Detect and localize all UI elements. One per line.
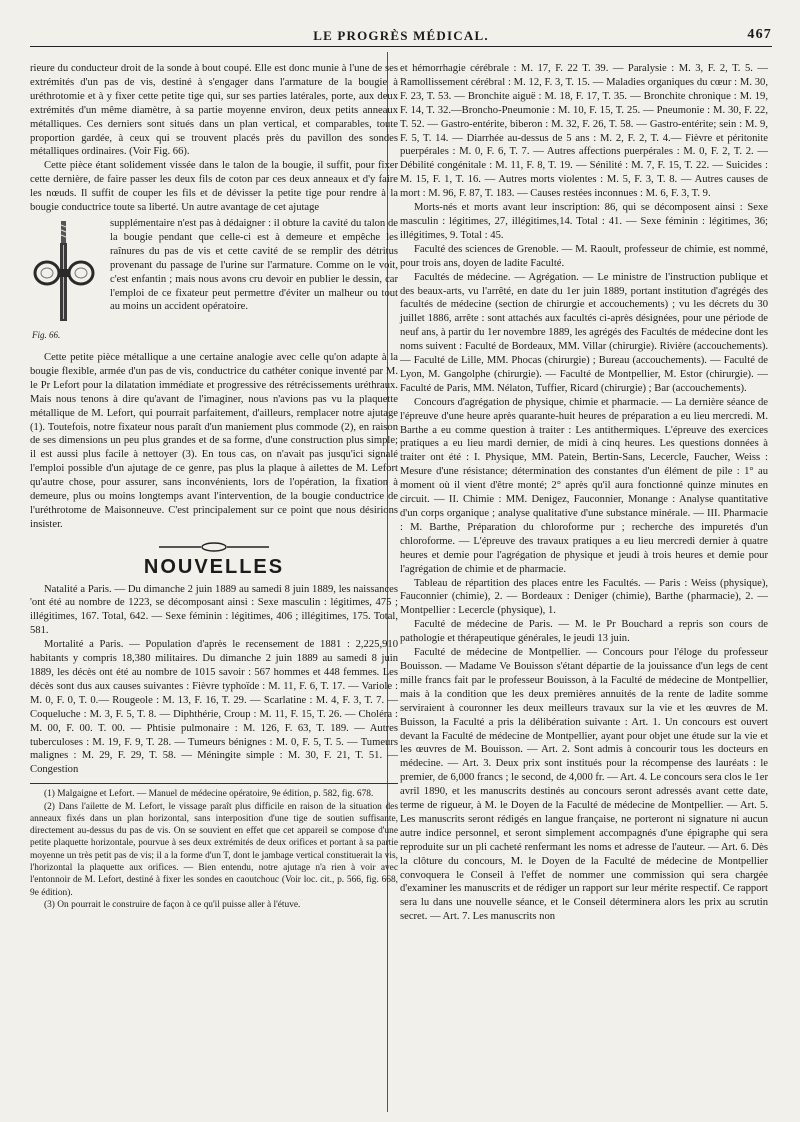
figure-66 — [30, 217, 110, 349]
journal-title: LE PROGRÈS MÉDICAL. — [313, 28, 489, 43]
page-number: 467 — [747, 27, 772, 42]
news-natalite: Natalité a Paris. — Du dimanche 2 juin 1889 au samedi 8 juin 1889, les naissances 'ont été au nombre de 1223, se décomposant ainsi : Sexe masculin : légitimes, 475 ; illégitimes, 167. Total, 642. — Sexe féminin : légitimes, 406 ; illégitimes, 175. Total, 581. — [30, 583, 398, 637]
urethral-fixator-illustration — [30, 217, 100, 327]
paragraph: Cette petite pièce métallique a une certaine analogie avec celle qu'on adapte à la bougie flexible, armée d'un pas de vis, conductrice du cathéter conique inventé par M. le Pr Lefort pour la dilatation immédiate et progressive des rétrécissements uréthraux. Mais nous tenons à dire qu'avant de l'imaginer, nous n'avions pas vu la plaquette métallique de M. Lefort, qui pourrait parfaitement, d'ailleurs, remplacer notre ajutage (1). Toutefois, notre fixateur nous paraît d'un maniement plus commode (2), en raison de ses dimensions un peu plus grandes et de sa forme, d'une construction plus simple; il est aussi plus facile à nettoyer (3). En tous cas, on n'avait pas jusqu'ici signalé l'emploi possible d'un ajutage de ce genre, pas plus la plaque à ailettes de M. Lefort qu'autre chose, pour assurer, sans inconvénients, lors de l'opération, la fixation à demeure, plus ou moins longtemps avant l'intervention, de la bougie conductrice de l'uréthrotome de Maisonneuve. C'est principalement sur ce point que nous désirions insister. — [30, 351, 398, 530]
footnotes — [30, 783, 398, 911]
paragraph: rieure du conducteur droit de la sonde à bout coupé. Elle est donc munie à l'une de ses extrémités d'un pas de vis, destiné à s'engager dans l'armature de la bougie à uréthrotomie et à y fixer cette petite tige qui, sur ses parties latérales, porte, aux deux extrémités d'un même diamètre, à sa partie moyenne environ, deux petits anneaux métalliques. Ces derniers sont situés dans un plan vertical, et comparables, toute proportion gardée, à ceux qui se trouvent placés près du pavillon des sondes métalliques ordinaires. (Voir Fig. 66). — [30, 63, 398, 158]
news-mortalite-continued: et hémorrhagie cérébrale : M. 17, F. 22 T. 39. — Paralysie : M. 3, F. 2, T. 5. — Ramollissement cérébral : M. 12, F. 3, T. 15. — Maladies organiques du cœur : M. 30, F. 23, T. 53. — Bronchite aiguë : M. 18, F. 17, T. 35. — Bronchite chronique : M. 19, F. 14, T. 32.—Broncho-Pneumonie : M. 10, F. 15, T. 25. — Pneumonie : M. 30, F. 22, T. 52. — Gastro-entérite, biberon : M. 32, F. 26, T. 58. — Gastro-entérite; sein : M. 9, F. 5, T. 14. — Diarrhée au-dessus de 5 ans : M. 2, F. 2, T. 4.— Fièvre et péritonite puerpérales : M. 0, F. 6, T. 7. — Autres affections puerpérales : M. 0, F. 2, T. 2. — Débilité congénitale : M. 11, F. 8, T. 19. — Sénilité : M. 7, F. 15, T. 22. — Suicides : M. 15, F. 1, T. 16. — Autres morts violentes : M. 5, F. 3, T. 8. — Autres causes de mort : M. 96, F. 87, T. 183. — Causes restées inconnues : M. 6, F. 3, T. 9. — [400, 63, 768, 200]
figure-caption: Fig. 66. — [32, 329, 61, 340]
right-column — [400, 62, 768, 924]
news-grenoble: Faculté des sciences de Grenoble. — M. Raoult, professeur de chimie, est nommé, pour trois ans, doyen de ladite Faculté. — [400, 243, 768, 269]
news-concours: Concours d'agrégation de physique, chimie et pharmacie. — La dernière séance de l'épreuve d'une heure après quarante-huit heures de préparation a eu lieu mercredi. M. Barthe a eu comme question à traiter : Les antithermiques. L'épreuve des exercices pratiques a eu lieu mardi dernier, de midi à cinq heures. Les questions données à traiter ont été : I. Physique, MM. Patein, Bertin-Sans, Lecercle, Faucher, Weiss : Mesure d'une résistance; détermination des constantes d'un élément de pile : 1° au moment où il vient d'être monté; 2° après qu'il aura fonctionné quinze minutes en circuit. — II. Chimie : MM. Denigez, Fauconnier, Monange : Analyse quantitative d'un corps organique ; analyse qualitative d'une substance minérale. — III. Pharmacie : M. Barthe, Préparation du chloroforme pur ; recherche des impuretés d'un chloroforme. — L'épreuve des travaux pratiques a eu lieu mercredi dernier à quatre heures et demie pour l'agrégation de physique et jeudi à trois heures et demie pour l'agrégation de chimie et de pharmacie. — [400, 396, 768, 575]
figure-block — [30, 217, 398, 349]
paragraph: Cette pièce étant solidement vissée dans le talon de la bougie, il suffit, pour fixer cette dernière, de faire passer les deux fils de coton par ces deux anneaux et d'y faire les nœuds. Il suffit de couper les fils et de dévisser la petite tige pour rendre à la bougie conductrice toute sa liberté. Un autre avantage de cet ajutage — [30, 160, 398, 214]
news-faculte-paris: Faculté de médecine de Paris. — M. le Pr Bouchard a repris son cours de pathologie et thérapeutique générales, le jeudi 13 juin. — [400, 619, 768, 645]
news-morts-nes: Morts-nés et morts avant leur inscription: 86, qui se décomposent ainsi : Sexe masculin : légitimes, 27, illégitimes,14. Total : 41. — Sexe féminin : légitimes, 36; illégitimes, 9. Total : 45. — [400, 202, 768, 241]
figure-side-text: supplémentaire n'est pas à dédaigner : il obture la cavité du talon de la bougie pendant que celle-ci est à demeure et empêche les raînures du pas de vis et cette cavité de se remplir des détritus provenant du passage de l'urine sur l'armature. Comme on le voit, c'est enfantin ; mais nous avons cru devoir en publier le dessin, car l'emploi de ce fixateur peut permettre d'éviter un malheur ou tout au moins un accident opératoire. — [110, 217, 398, 313]
page-header — [30, 26, 772, 47]
footnote: (1) Malgaigne et Lefort. — Manuel de médecine opératoire, 9e édition, p. 582, fig. 678. — [44, 789, 374, 800]
news-mortalite: Mortalité a Paris. — Population d'après le recensement de 1881 : 2,225,910 habitants y compris 18,380 militaires. Du dimanche 2 juin 1889 au samedi 8 juin 1889, les décès ont été au nombre de 1015 savoir : 567 hommes et 448 femmes. Les décès sont dus aux causes suivantes : Fièvre typhoïde : M. 11, F. 6, T. 17. — Variole : M. 0, F. 0, T. 0.— Rougeole : M. 13, F. 16, T. 29. — Scarlatine : M. 4, F. 3, T. 7. — Coqueluche : M. 3, F. 5, T. 8. — Diphthérie, Croup : M. 11, F. 15, T. 26. — Choléra : M. 00, F. 00. T. 00. — Phtisie pulmonaire : M. 126, F. 63, T. 189. — Autres tuberculoses : M. 19, F. 9, T. 28. — Tumeurs bénignes : M. 0, F. 5, T. 5. — Tumeurs malignes : M. 29, F. 29, T. 58. — Méningite simple : M. 30, F. 21, T. 51. — Congestion — [30, 639, 398, 776]
left-column — [30, 62, 398, 911]
news-tableau: Tableau de répartition des places entre les Facultés. — Paris : Weiss (physique), Fauconnier (chimie), 2. — Bordeaux : Deniger (chimie), Barthe (pharmacie), 2. — Montpellier : Lecercle (physique), 1. — [400, 577, 768, 617]
footnote: (2) Dans l'ailette de M. Lefort, le vissage paraît plus difficile en raison de la situation des anneaux fixés dans un plan horizontal, sans interposition d'une tige de soutien suffisante, directement au-dessus du pas de vis. On se souvient en effet que cet appareil se compose d'une petite plaquette horizontale, pourvue à ses deux extrémités de deux orifices et portant à sa partie moyenne un très petit pas de vis; il a la forme d'un T, dont le jambage vertical constituerait la vis, l'horizontal la plaquette aux orifices. — Bien entendu, notre ajutage n'a rien à voir avec l'entonnoir de M. Lefort, destiné à fixer les sondes en caoutchouc (Voir loc. cit., p. 566, fig. 668, 9e édition). — [30, 801, 398, 898]
news-agregation: Facultés de médecine. — Agrégation. — Le ministre de l'instruction publique et des beaux-arts, vu l'arrêté, en date du 1er juin 1889, portant institution d'agrégés des facultés de médecine (section de chirurgie et accouchements) ; vu les décrets du 30 juillet 1886, arrête : sont attachés aux facultés ci-après désignées, pour une période de neuf ans, à partir du 1er novembre 1889, les agrégés des Facultés de médecine dont les noms suivent : Faculté de Bordeaux, MM. Villar (chirurgie). Rivière (accouchements). — Faculté de Lille, MM. Phocas (chirurgie) ; Bureau (accouchements). — Faculté de Lyon, M. Gangolphe (chirurgie). — Faculté de Montpellier, M. Estor (chirurgie). — Faculté de Paris, MM. Nélaton, Tuffier, Ricard (chirurgie) ; Bar (accouchements). — [400, 271, 769, 394]
ornament-divider — [30, 542, 398, 557]
news-faculte-montpellier: Faculté de médecine de Montpellier. — Concours pour l'éloge du professeur Bouisson. — Madame Ve Bouisson s'étant départie de la jouissance d'un legs de cent mille francs fait par le professeur Bouisson, à la Faculté de médecine de Montpellier, mais à la condition que les deux premières annuités de la rente de ladite somme serviraient à couronner les deux meilleurs travaux sur la vie et les œuvres de M. Buisson, la Faculté a pris la délibération suivante : Art. 1. Un concours est ouvert devant la Faculté de médecine de Montpellier, ayant pour objet une étude sur la vie et les œuvres de M. Bouisson. — Art. 2. Sont admis à concourir tous les docteurs en médecine. — Art. 3. Deux prix sont institués pour la récompense des lauréats : le premier, de 6,000 francs ; le second, de 4,000 fr. — Art. 4. Le concours sera clos le 1er avril 1890, et les manuscrits destinés au concours seront adressés avant cette date, terme de rigueur, à M. le Doyen de la Faculté de médecine de Montpellier. — Art. 5. Les manuscrits seront rédigés en langue française, ne porteront ni signature ni aucun autre indice personnel, et seront simplement accompagnés d'une épigraphe qui sera reproduite sur un pli cacheté renfermant les noms et adresse de l'auteur. — Art. 6. Dès la clôture du concours, M. le Doyen de la Faculté de médecine de Montpellier convoquera le Conseil à l'effet de nommer une commission qui sera chargée d'examiner les manuscrits et de rédiger un rapport sur leur mérite respectif. Ce rapport sera lu dans une nouvelle séance, et le Conseil déterminera alors les prix au scrutin secret. — Art. 7. Les manuscrits non — [400, 647, 768, 923]
footnote: (3) On pourrait le construire de façon à ce qu'il puisse aller à l'étuve. — [44, 899, 301, 910]
section-title: NOUVELLES — [143, 555, 285, 578]
